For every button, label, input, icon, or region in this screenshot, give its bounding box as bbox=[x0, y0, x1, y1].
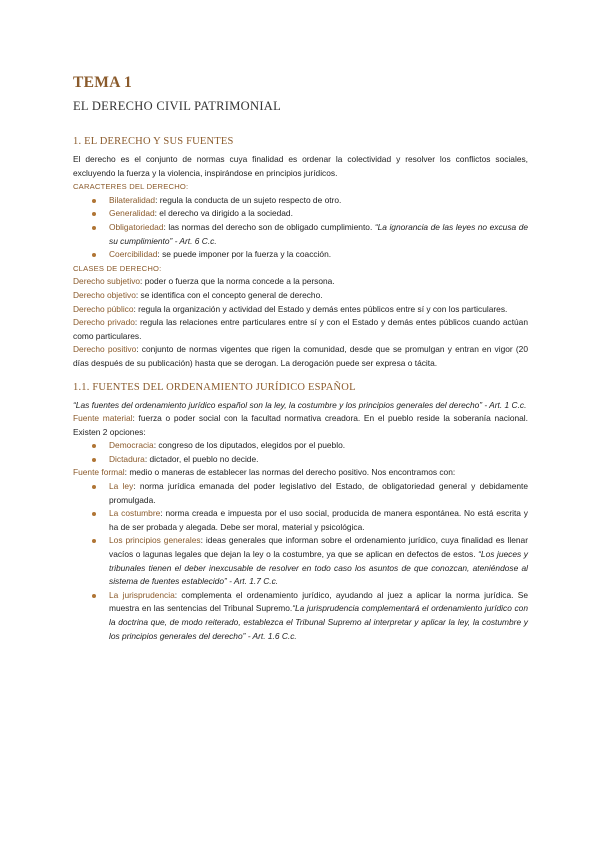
legal-quote: “Los jueces y tribunales tienen el deber inexcusable de resolver en todo caso los asuntos de que conozcan, ateniéndose al sistema de fuentes establecido” - Art. 1.7 C.c. bbox=[109, 549, 528, 587]
list-item bbox=[109, 221, 528, 248]
term-text: : dictador, el pueblo no decide. bbox=[144, 453, 259, 464]
term-text: : complementa el ordenamiento jurídico, ayudando al juez a aplicar la norma jurídica. Se muestra en las sentencias del Tribunal Supremo. bbox=[109, 589, 528, 614]
term-text: : regula la conducta de un sujeto respecto de otro. bbox=[155, 194, 342, 205]
list-item bbox=[109, 207, 528, 221]
term-label: Coercibilidad bbox=[109, 249, 158, 260]
caracteres-list bbox=[73, 194, 528, 262]
term-label: La ley bbox=[109, 481, 134, 492]
chapter-subtitle: EL DERECHO CIVIL PATRIMONIAL bbox=[73, 99, 282, 113]
term-text: : regula las relaciones entre particulares entre sí y con el Estado y demás entes públicos cuando actúan como particulares. bbox=[73, 317, 528, 341]
section-heading-fuentes: 1.1. FUENTES DEL ORDENAMIENTO JURÍDICO ESPAÑOL bbox=[73, 381, 356, 393]
clase-paragraph bbox=[73, 316, 528, 343]
list-item bbox=[109, 453, 528, 467]
clase-paragraph bbox=[73, 303, 528, 317]
term-text: : las normas del derecho son de obligado cumplimiento. bbox=[163, 221, 375, 232]
term-label: Derecho subjetivo bbox=[73, 276, 141, 287]
term-text: : conjunto de normas vigentes que rigen la comunidad, desde que se promulgan y entran en vigor (20 días después de su publicación) hasta que se derogan. La derogación puede ser expresa o tácita. bbox=[73, 344, 528, 368]
term-label: Derecho positivo bbox=[73, 344, 137, 355]
term-text: : ideas generales que informan sobre el ordenamiento jurídico, cuya finalidad es llenar vacíos o lagunas legales que dejan la ley o la costumbre, ya que se aplican en defectos de estos. bbox=[109, 535, 528, 560]
term-text: : regula la organización y actividad del Estado y demás entes públicos entre sí y con los particulares. bbox=[133, 303, 508, 314]
term-text: : norma creada e impuesta por el uso social, producida de manera espontánea. No está escrita y ha de ser probada y alegada. Debe ser moral, material y psicológica. bbox=[109, 508, 528, 532]
list-item bbox=[109, 194, 528, 208]
term-label: Los principios generales bbox=[109, 535, 201, 546]
clases-heading: CLASES DE DERECHO: bbox=[73, 263, 162, 273]
legal-quote: “Las fuentes del ordenamiento jurídico español son la ley, la costumbre y los principios generales del derecho” - Art. 1 C.c. bbox=[73, 399, 527, 410]
term-label: La costumbre bbox=[109, 508, 161, 519]
intro-paragraph: El derecho es el conjunto de normas cuya finalidad es ordenar la colectividad y resolver los conflictos sociales, excluyendo la fuerza y la violencia, inspirándose en principios jurídicos. bbox=[73, 154, 528, 178]
list-item bbox=[109, 439, 528, 453]
term-label: Derecho público bbox=[73, 303, 134, 314]
term-label: Derecho privado bbox=[73, 317, 135, 328]
term-label: Fuente material bbox=[73, 413, 133, 424]
list-item bbox=[109, 248, 528, 262]
term-label: Derecho objetivo bbox=[73, 289, 136, 300]
clase-paragraph bbox=[73, 289, 528, 303]
formal-list bbox=[73, 480, 528, 643]
term-label: Obligatoriedad bbox=[109, 221, 164, 232]
list-item bbox=[109, 534, 528, 588]
term-text: : medio o maneras de establecer las normas del derecho positivo. Nos encontramos con: bbox=[124, 467, 456, 478]
term-label: La jurisprudencia bbox=[109, 589, 175, 600]
section-heading-derecho: 1. EL DERECHO Y SUS FUENTES bbox=[73, 136, 234, 147]
fuente-formal-paragraph bbox=[73, 466, 528, 480]
term-text: : poder o fuerza que la norma concede a la persona. bbox=[140, 276, 335, 287]
clase-paragraph bbox=[73, 343, 528, 370]
term-text: : fuerza o poder social con la facultad normativa creadora. En el pueblo reside la soberanía nacional. Existen 2 opciones: bbox=[73, 413, 528, 437]
list-item bbox=[109, 589, 528, 643]
term-label: Fuente formal bbox=[73, 467, 125, 478]
caracteres-heading: CARACTERES DEL DERECHO: bbox=[73, 182, 189, 192]
term-label: Dictadura bbox=[109, 453, 145, 464]
term-label: Democracia bbox=[109, 440, 154, 451]
term-text: : se identifica con el concepto general de derecho. bbox=[135, 289, 323, 300]
list-item bbox=[109, 507, 528, 534]
legal-quote: “La jurisprudencia complementará el ordenamiento jurídico con la doctrina que, de modo reiterado, establezca el Tribunal Supremo al interpretar y aplicar la ley, la costumbre y los principios generales del derecho” - Art. 1.6 C.c. bbox=[109, 603, 528, 641]
term-text: : congreso de los diputados, elegidos por el pueblo. bbox=[153, 440, 346, 451]
chapter-title: TEMA 1 bbox=[73, 74, 133, 91]
term-label: Generalidad bbox=[109, 208, 155, 219]
term-text: : se puede imponer por la fuerza y la coacción. bbox=[157, 249, 332, 260]
term-text: : norma jurídica emanada del poder legislativo del Estado, de obligatoriedad general y debidamente promulgada. bbox=[109, 481, 528, 505]
clase-paragraph bbox=[73, 275, 528, 289]
fuente-material-paragraph bbox=[73, 412, 528, 439]
term-label: Bilateralidad bbox=[109, 194, 156, 205]
list-item bbox=[109, 480, 528, 507]
term-text: : el derecho va dirigido a la sociedad. bbox=[154, 208, 293, 219]
material-list bbox=[73, 439, 528, 466]
legal-quote: “La ignorancia de las leyes no excusa de su cumplimiento” - Art. 6 C.c. bbox=[109, 221, 529, 246]
